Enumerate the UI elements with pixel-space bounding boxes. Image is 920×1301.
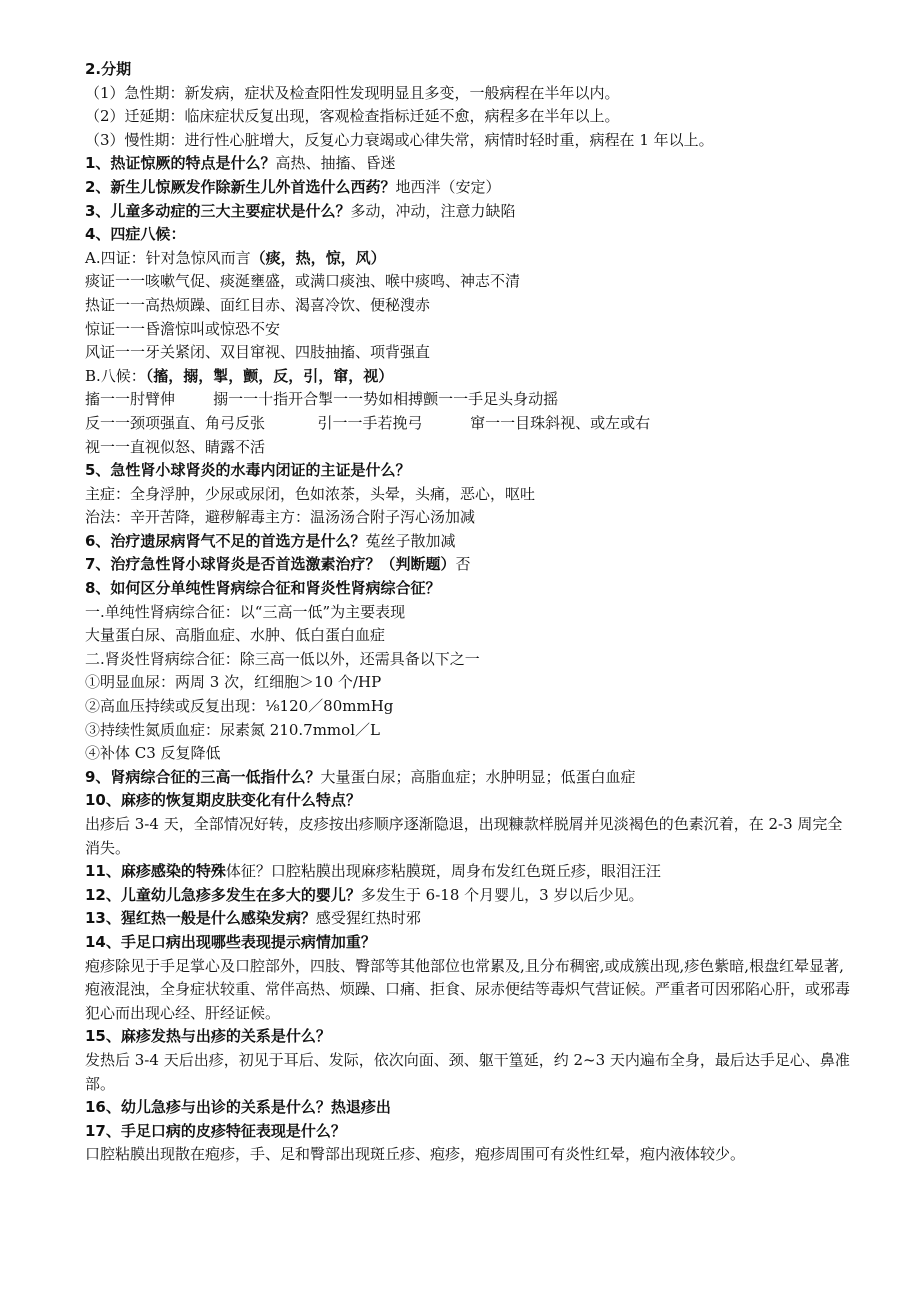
question-heading: 2、新生儿惊厥发作除新生儿外首选什么西药？ — [85, 177, 396, 196]
line-text: ②高血压持续或反复出现：⅛120／80mmHg — [85, 697, 394, 716]
line-text: 菟丝子散加减 — [365, 531, 456, 550]
text-line — [85, 1025, 850, 1049]
line-text: 多动，冲动，注意力缺陷 — [350, 201, 516, 220]
text-line — [85, 955, 850, 1026]
text-line — [85, 247, 850, 271]
text-line — [85, 152, 850, 176]
text-line — [85, 506, 850, 530]
text-line — [85, 813, 850, 860]
question-heading: 9、肾病综合征的三高一低指什么？ — [85, 767, 321, 786]
line-text: 高热、抽搐、昏迷 — [275, 154, 396, 173]
line-text: 体征？口腔粘膜出现麻疹粘膜斑，周身布发红色斑丘疹，眼泪汪汪 — [225, 862, 661, 881]
line-text: 多发生于 6-18 个月婴儿，3 岁以后少见。 — [360, 885, 644, 904]
text-line — [85, 200, 850, 224]
text-line — [85, 341, 850, 365]
question-heading: 3、儿童多动症的三大主要症状是什么？ — [85, 201, 351, 220]
text-line — [85, 719, 850, 743]
line-text: 出疹后 3-4 天，全部情况好转，皮疹按出疹顺序逐渐隐退，出现糠款样脱屑并见淡褐色的色素沉着，在 2-3 周完全消失。 — [85, 815, 843, 857]
text-line — [85, 223, 850, 247]
text-line — [85, 1143, 850, 1167]
question-heading: 2.分期 — [85, 60, 132, 78]
line-text: 痰证一一咳嗽气促、痰涎壅盛，或满口痰浊、喉中痰鸣、神志不清 — [85, 272, 521, 291]
question-heading: 7、治疗急性肾小球肾炎是否首选激素治疗？（判断题） — [85, 555, 456, 574]
line-text: 感受猩红热时邪 — [315, 909, 421, 928]
text-line — [85, 742, 850, 766]
bold-emphasis: （搐，搦，掣，颤，反，引，窜，视） — [145, 366, 394, 385]
question-heading: 16、幼儿急疹与出诊的关系是什么？热退疹出 — [85, 1098, 391, 1117]
question-heading: 15、麻疹发热与出疹的关系是什么？ — [85, 1027, 331, 1046]
text-line — [85, 129, 850, 153]
question-heading: 1、热证惊厥的特点是什么？ — [85, 154, 276, 173]
text-line — [85, 766, 850, 790]
text-line — [85, 412, 850, 436]
line-text: 治法：辛开苦降，避秽解毒主方：温汤汤合附子泻心汤加减 — [85, 508, 476, 527]
text-line — [85, 270, 850, 294]
question-heading: 14、手足口病出现哪些表现提示病情加重？ — [85, 932, 376, 951]
text-line — [85, 624, 850, 648]
text-line — [85, 388, 850, 412]
line-text: 大量蛋白尿、高脂血症、水肿、低白蛋白血症 — [85, 626, 386, 645]
text-line — [85, 553, 850, 577]
text-line — [85, 1049, 850, 1096]
text-line — [85, 105, 850, 129]
line-text: 主症：全身浮肿，少尿或尿闭，色如浓茶，头晕，头痛，恶心，呕吐 — [85, 484, 536, 503]
text-line — [85, 82, 850, 106]
line-text: A.四证：针对急惊风而言 — [85, 248, 251, 267]
line-text: B.八候： — [85, 366, 146, 385]
text-line — [85, 695, 850, 719]
question-heading: 11、麻疹感染的特殊 — [85, 862, 226, 881]
text-line — [85, 459, 850, 483]
line-text: 一.单纯性肾病综合征：以“三高一低”为主要表现 — [85, 602, 406, 621]
text-line — [85, 1120, 850, 1144]
text-line — [85, 931, 850, 955]
text-line — [85, 294, 850, 318]
question-heading: 6、治疗遗尿病肾气不足的首选方是什么？ — [85, 531, 366, 550]
line-text: （3）慢性期：进行性心脏增大，反复心力衰竭或心律失常，病情时轻时重，病程在 1 年以上。 — [85, 130, 714, 149]
line-text: 搐一一肘臂伸 搦一一十指开合掣一一势如相搏颤一一手足头身动摇 — [85, 390, 559, 409]
line-text: 地西泮（安定） — [395, 177, 501, 196]
text-line — [85, 483, 850, 507]
line-text: 视一一直视似怒、睛露不活 — [85, 437, 266, 456]
question-heading: 5、急性肾小球肾炎的水毒内闭证的主证是什么？ — [85, 461, 411, 480]
text-line — [85, 365, 850, 389]
line-text: 风证一一牙关紧闭、双目窜视、四肢抽搐、项背强直 — [85, 343, 431, 362]
line-text: ④补体 C3 反复降低 — [85, 744, 221, 763]
line-text: ③持续性氮质血症：尿素氮 210.7mmol／L — [85, 720, 380, 739]
line-text: （1）急性期：新发病，症状及检查阳性发现明显且多变，一般病程在半年以内。 — [85, 83, 620, 102]
line-text: 惊证一一昏澹惊叫或惊恐不安 — [85, 319, 281, 338]
text-line — [85, 318, 850, 342]
text-line — [85, 671, 850, 695]
text-line — [85, 436, 850, 460]
question-heading: 17、手足口病的皮疹特征表现是什么？ — [85, 1121, 346, 1140]
line-text: ①明显血尿：两周 3 次，红细胞＞10 个/HP — [85, 673, 382, 692]
text-line — [85, 884, 850, 908]
line-text: （2）迁延期：临床症状反复出现，客观检查指标迁延不愈，病程多在半年以上。 — [85, 107, 620, 126]
question-heading: 12、儿童幼儿急疹多发生在多大的婴儿？ — [85, 885, 361, 904]
line-text: 否 — [455, 555, 471, 574]
line-text: 疱疹除见于手足掌心及口腔部外，四肢、臀部等其他部位也常累及,且分布稠密,或成簇出现,疹色紫暗,根盘红晕显著,疱液混浊，全身症状较重、常伴高热、烦躁、口痛、拒食、尿赤便结等毒炽气营证候。严重者可因邪陷心肝，或邪毒犯心而出现心经、肝经证候。 — [85, 956, 851, 1022]
text-line — [85, 58, 850, 82]
line-text: 热证一一高热烦躁、面红目赤、渴喜冷饮、便秘溲赤 — [85, 295, 431, 314]
text-line — [85, 907, 850, 931]
line-text: 发热后 3-4 天后出疹，初见于耳后、发际，依次向面、颈、躯干篁延，约 2~3 天内遍布全身，最后达手足心、鼻准部。 — [85, 1050, 850, 1093]
text-line — [85, 1096, 850, 1120]
line-text: 大量蛋白尿；高脂血症；水肿明显；低蛋白血症 — [320, 767, 636, 786]
text-line — [85, 789, 850, 813]
line-text: 反一一颈项强直、角弓反张 引一一手若挽弓 窜一一目珠斜视、或左或右 — [85, 413, 651, 432]
line-text: 口腔粘膜出现散在疱疹，手、足和臀部出现斑丘疹、疱疹，疱疹周围可有炎性红晕，疱内液体较少。 — [85, 1145, 746, 1164]
text-line — [85, 648, 850, 672]
text-line — [85, 577, 850, 601]
text-line — [85, 176, 850, 200]
question-heading: 10、麻疹的恢复期皮肤变化有什么特点？ — [85, 791, 361, 810]
text-line — [85, 530, 850, 554]
question-heading: 8、如何区分单纯性肾病综合征和肾炎性肾病综合征？ — [85, 579, 441, 598]
question-heading: 4、四症八候： — [85, 225, 186, 244]
text-line — [85, 860, 850, 884]
line-text: 二.肾炎性肾病综合征：除三高一低以外，还需具备以下之一 — [85, 649, 480, 668]
bold-emphasis: （痰，热，惊，风） — [250, 248, 386, 267]
question-heading: 13、猩红热一般是什么感染发病？ — [85, 909, 316, 928]
text-line — [85, 601, 850, 625]
